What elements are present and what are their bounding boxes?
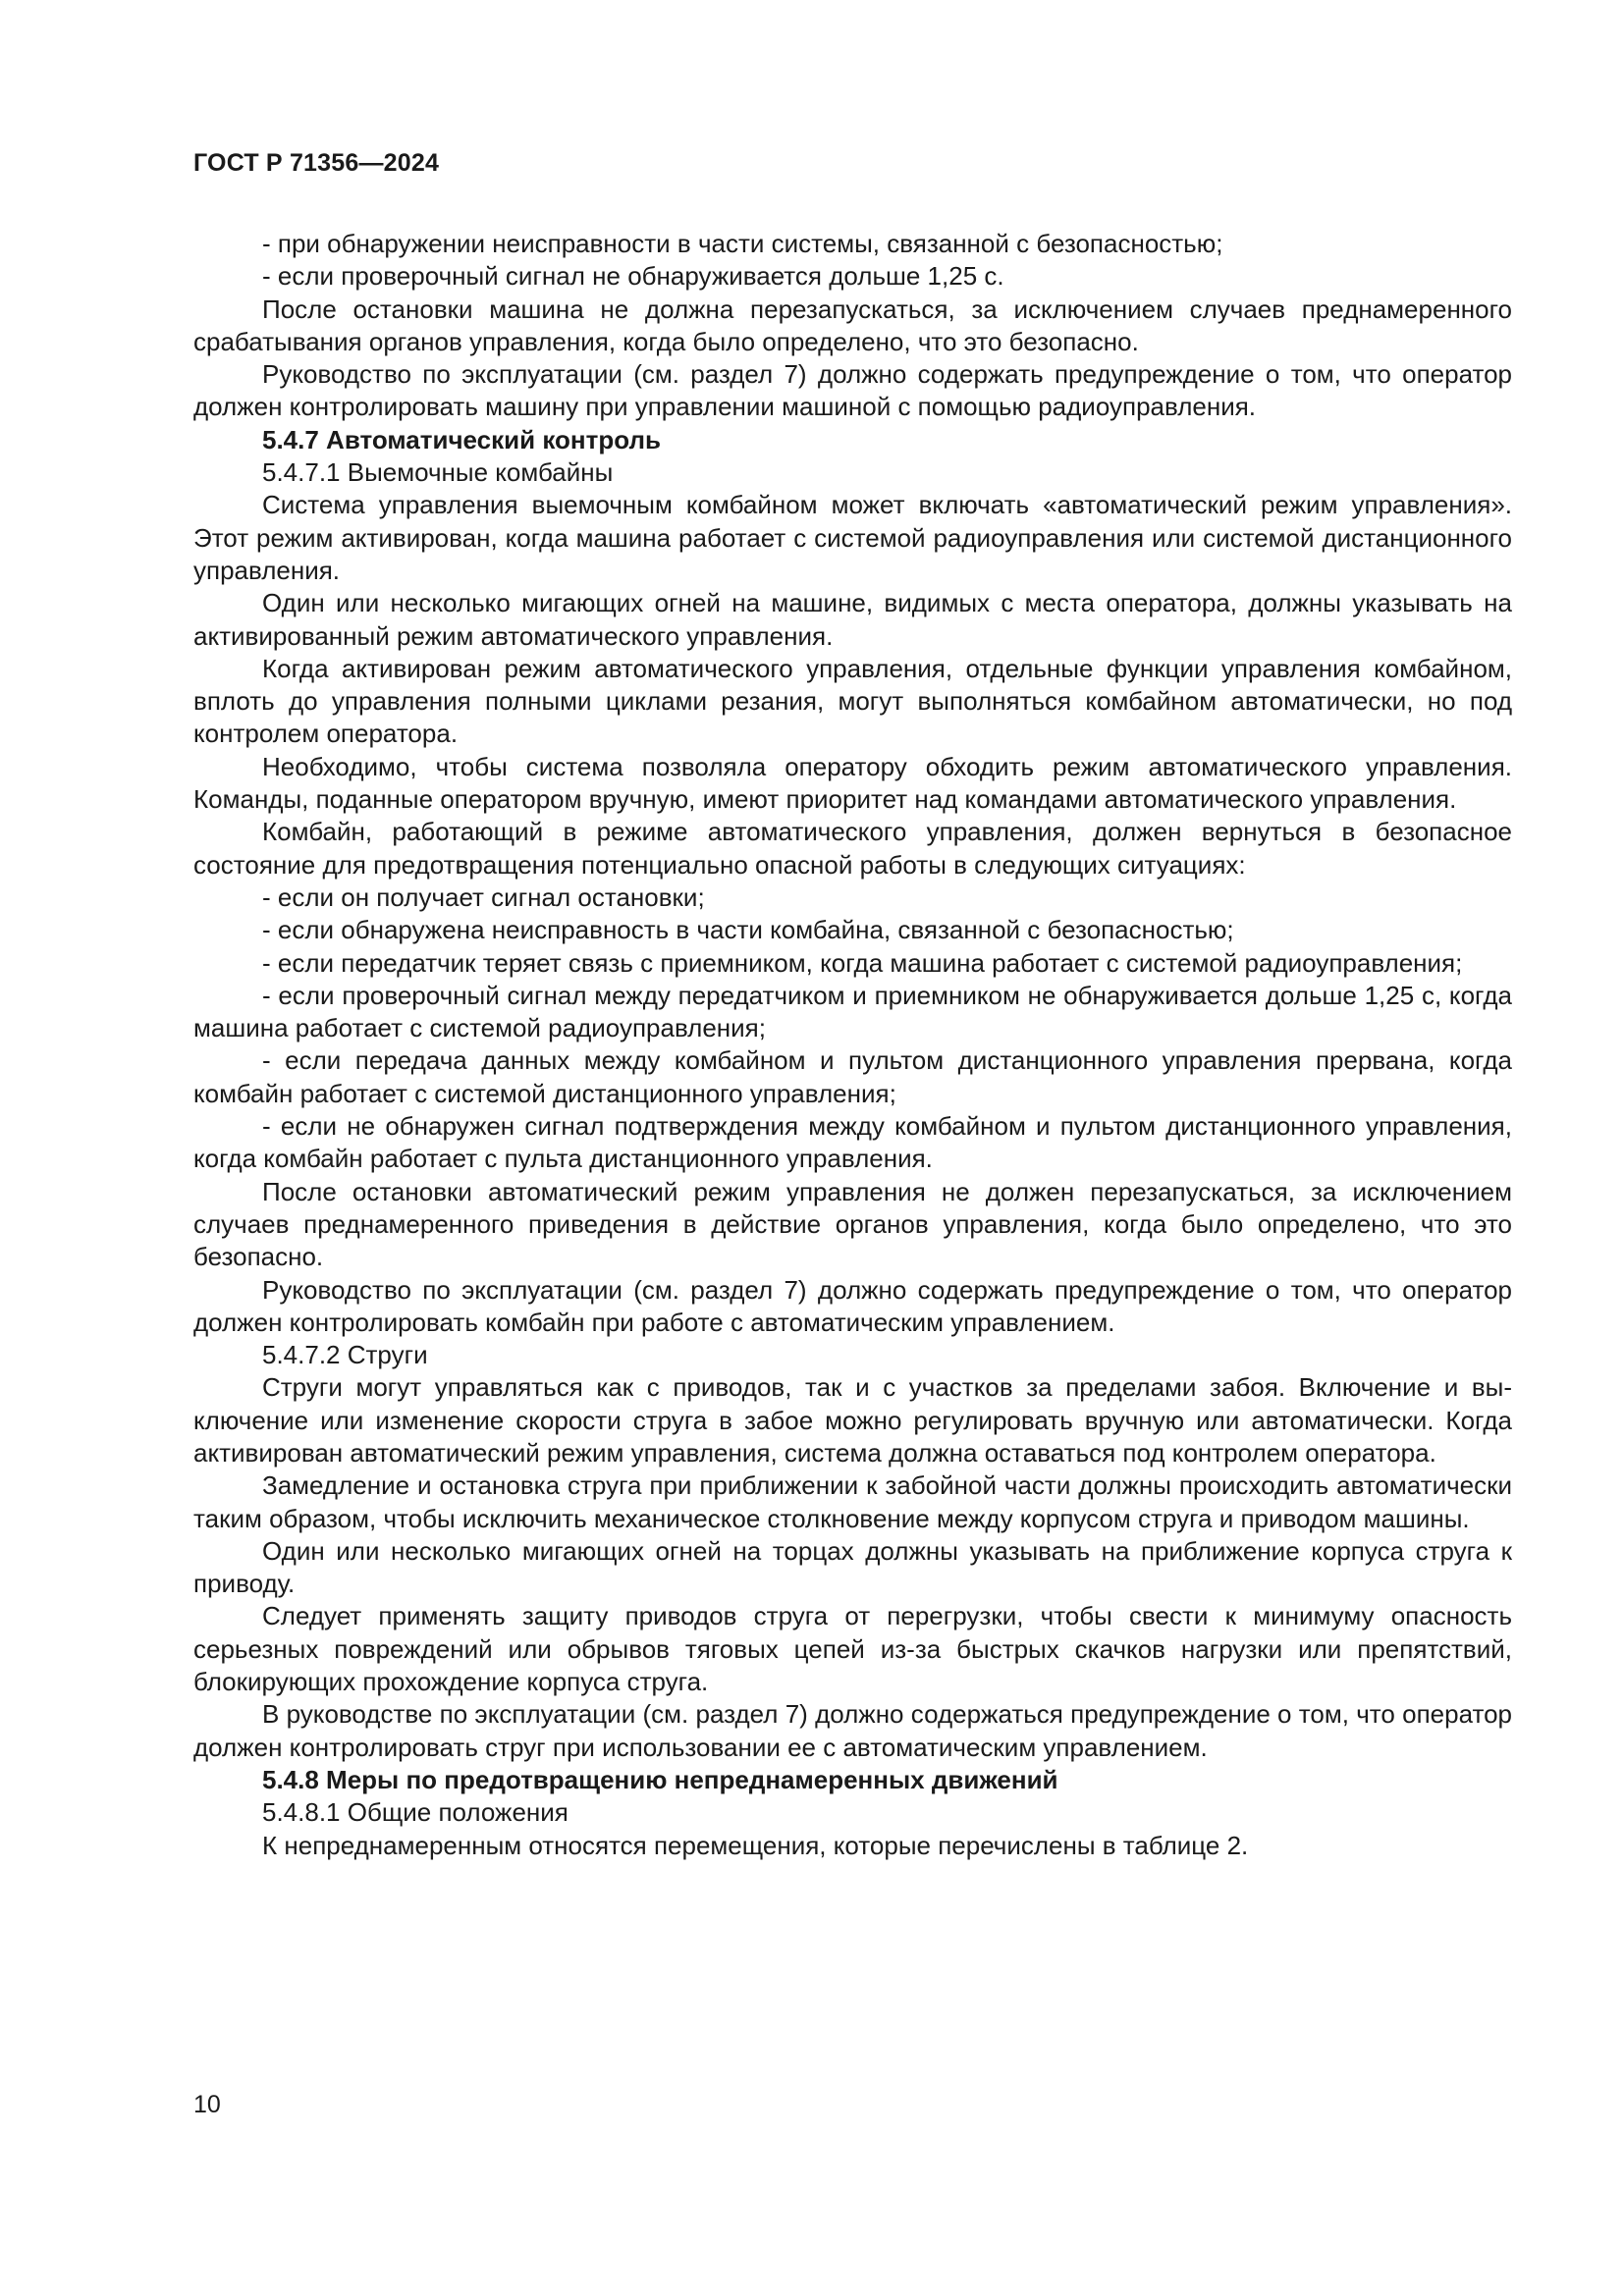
paragraph: К непреднамеренным относятся перемещения, которые перечислены в таблице 2. (262, 1830, 1249, 1860)
list-item: - если он получает сигнал остановки; (262, 881, 705, 912)
paragraph: Руководство по эксплуатации (см. раздел 7) должно содержать предупреждение о том, что оператор должен контролировать машину при управлении машиной с помощью радиоуправления. (193, 359, 1512, 422)
paragraph: Когда активирован режим автоматического управления, отдельные функции управления комбайном, вплоть до управления полными циклами резания, могут выполняться комбайном автоматически, но под контролем оператора. (193, 653, 1512, 749)
paragraph: Струги могут управляться как с приводов, так и с участков за пределами забоя. Включение и выключение или изменение скорости струга в забое можно регулировать вручную или автоматически. Когда активирован автоматический режим управления, система должна оставаться под контролем оператора. (193, 1372, 1512, 1468)
paragraph: Следует применять защиту приводов струга от перегрузки, чтобы свести к минимуму опасность серьезных повреждений или обрывов тяговых цепей из-за быстрых скачков нагрузки или препятствий, блокирующих прохождение корпуса струга. (193, 1601, 1512, 1697)
paragraph: Один или несколько мигающих огней на торцах должны указывать на приближение корпуса струга к приводу. (193, 1535, 1512, 1599)
section-heading: 5.4.8 Меры по предотвращению непреднамеренных движений (262, 1764, 1058, 1794)
paragraph: После остановки автоматический режим управления не должен перезапускаться, за исключением случаев преднамеренного приведения в действие органов управления, когда было определено, что это безопасно. (193, 1176, 1512, 1272)
paragraph: - если проверочный сигнал не обнаруживается дольше 1,25 с. (262, 261, 1004, 292)
paragraph: Один или несколько мигающих огней на машине, видимых с места оператора, должны указывать на активированный режим автоматического управления. (193, 588, 1512, 651)
paragraph: Руководство по эксплуатации (см. раздел 7) должно содержать предупреждение о том, что оператор должен контролировать комбайн при работе с автоматическим управлением. (193, 1274, 1512, 1337)
list-item: - если обнаружена неисправность в части комбайна, связанной с безопасностью; (262, 915, 1234, 945)
subsection-heading: 5.4.8.1 Общие положения (262, 1797, 568, 1828)
page-body (193, 228, 1512, 1862)
list-item: - если проверочный сигнал между передатчиком и приемником не обнаруживается дольше 1,25 с, когда машина работает с системой радиоуправления; (193, 980, 1512, 1043)
list-item: - если передача данных между комбайном и пультом дистанционного управления прервана, когда комбайн работает с системой дистанционного управления; (193, 1045, 1512, 1108)
paragraph: Необходимо, чтобы система позволяла оператору обходить режим автоматического управления. Команды, поданные оператором вручную, имеют приоритет над командами автоматического управления. (193, 751, 1512, 815)
list-item: - если не обнаружен сигнал подтверждения между комбайном и пультом дистанционного управления, когда комбайн работает с пульта дистанционного управления. (193, 1111, 1512, 1174)
paragraph: - при обнаружении неисправности в части системы, связанной с безопасностью; (262, 229, 1223, 258)
document-header: ГОСТ Р 71356—2024 (193, 149, 440, 177)
section-heading: 5.4.7 Автоматический контроль (262, 424, 661, 454)
subsection-heading: 5.4.7.2 Струги (262, 1340, 428, 1370)
paragraph: Замедление и остановка струга при приближении к забойной части должны происходить автоматически таким образом, чтобы исключить механическое столкновение между корпусом струга и приводом машины. (193, 1470, 1512, 1533)
page-number: 10 (193, 2091, 221, 2118)
paragraph: Система управления выемочным комбайном может включать «автоматический режим управления». Этот режим активирован, когда машина работает с системой радиоуправления или системой дистанционного управления. (193, 490, 1512, 585)
paragraph: После остановки машина не должна перезапускаться, за исключением случаев преднамеренного срабатывания органов управления, когда было определено, что это безопасно. (193, 294, 1512, 356)
paragraph: В руководстве по эксплуатации (см. раздел 7) должно содержаться предупреждение о том, что оператор должен контролировать струг при использовании ее с автоматическим управлением. (193, 1699, 1512, 1762)
subsection-heading: 5.4.7.1 Выемочные комбайны (262, 457, 614, 488)
paragraph: Комбайн, работающий в режиме автоматического управления, должен вернуться в безопасное состояние для предотвращения потенциально опасной работы в следующих ситуациях: (193, 817, 1512, 880)
list-item: - если передатчик теряет связь с приемником, когда машина работает с системой радиоуправления; (262, 947, 1463, 978)
